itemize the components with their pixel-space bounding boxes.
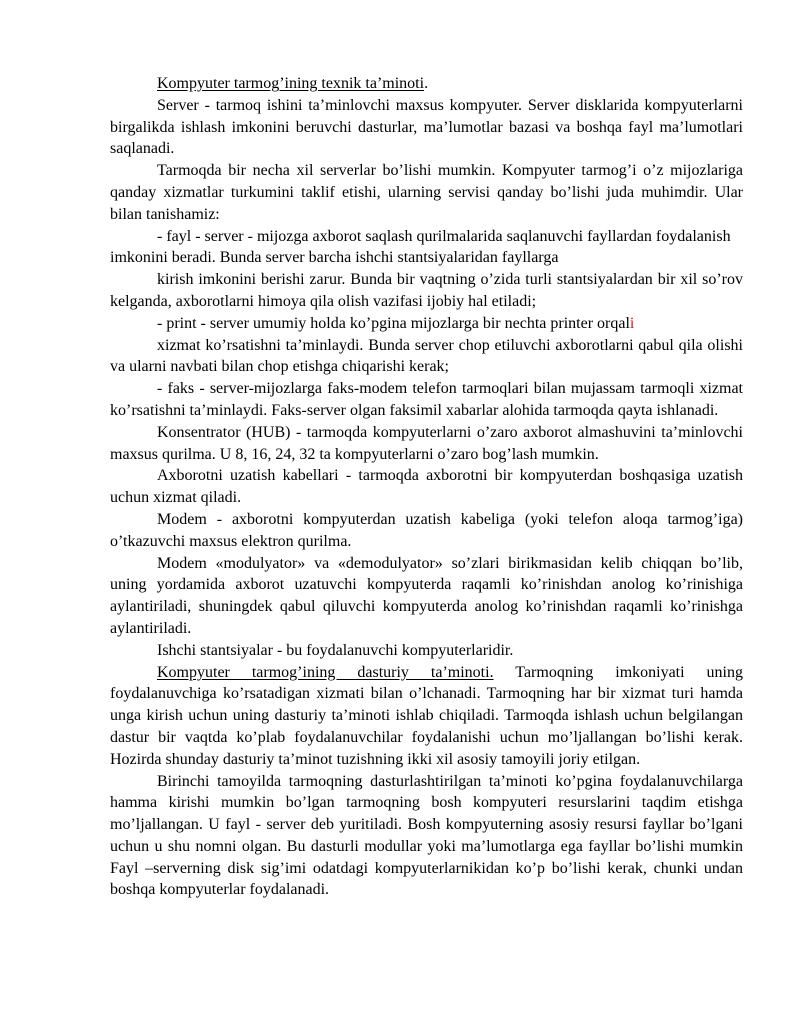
- paragraph-hub: Konsentrator (HUB) - tarmoqda kompyuterlarni o’zaro axborot almashuvini ta’minlovchi maxsus qurilma. U 8, 16, 24, 32 ta kompyuterlarni o’zaro bog’lash mumkin.: [110, 423, 743, 463]
- paragraph-print-server: [110, 313, 743, 335]
- paragraph-first-principle: Birinchi tamoyilda tarmoqning dasturlashtirilgan ta’minoti ko’pgina foydalanuvchilarga hamma kirishi mumkin bo’lgan tarmoqning bosh kompyuteri resurslarini taqdim etishga mo’ljallangan. U fayl - server deb yuritiladi. Bosh kompyuterning asosiy resursi fayllar bo’lgani uchun u shu nomni olgan. Bu dasturli modullar yoki ma’lumotlarga ega fayllar bo’lishi mumkin Fayl –serverning disk sig’imi odatdagi kompyuterlarnikidan ko’p bo’lishi kerak, chunki undan boshqa kompyuterlar foydalanadi.: [110, 772, 743, 899]
- paragraph-modem: Modem - axborotni kompyuterdan uzatish kabeliga (yoki telefon aloqa tarmog’iga) o’tkazuvchi maxsus elektron qurilma.: [110, 510, 743, 550]
- paragraph-file-server-cont: kirish imkonini berishi zarur. Bunda bir vaqtning o’zida turli stantsiyalardan bir xil so’rov kelganda, axborotlarni himoya qila olish vazifasi ijobiy hal etiladi;: [110, 271, 743, 310]
- print-server-text: - print - server umumiy holda ko’pgina mijozlarga bir nechta printer orqal: [157, 314, 630, 332]
- section1-heading: Kompyuter tarmog’ining texnik ta’minoti: [157, 75, 425, 92]
- paragraph-print-server-cont: xizmat ko’rsatishni ta’minlaydi. Bunda server chop etiluvchi axborotlarni qabul qila olishi va ularni navbati bilan chop etishga chiqarishi kerak;: [110, 336, 743, 376]
- paragraph-server: Server - tarmoq ishini ta’minlovchi maxsus kompyuter. Server disklarida kompyuterlarni birgalikda ishlash imkonini beruvchi dasturlar, ma’lumotlar bazasi va boshqa fayl ma’lumotlari saqlanadi.: [110, 96, 743, 158]
- paragraph-file-server: - fayl - server - mijozga axborot saqlash qurilmalarida saqlanuvchi fayllardan foydalanish imkonini beradi. Bunda server barcha ishchi stantsiyalaridan fayllarga: [110, 227, 731, 267]
- section2-heading: Kompyuter tarmog’ining dasturiy ta’minoti.: [157, 663, 494, 681]
- paragraph-server-types: Tarmoqda bir necha xil serverlar bo’lishi mumkin. Kompyuter tarmog’i o’z mijozlariga qanday xizmatlar turkumini taklif etishi, ularning servisi qanday bo’lishi juda muhimdir. Ular bilan tanishamiz:: [110, 162, 743, 223]
- print-server-red-letter: i: [629, 314, 635, 332]
- section1-heading-paragraph: [110, 73, 743, 95]
- section1-heading-suffix: .: [424, 75, 429, 92]
- document-page: [110, 73, 743, 901]
- paragraph-workstations: Ishchi stantsiyalar - bu foydalanuvchi kompyuterlaridir.: [157, 641, 514, 659]
- paragraph-fax-server: - faks - server-mijozlarga faks-modem telefon tarmoqlari bilan mujassam tarmoqli xizmat ko’rsatishni ta’minlaydi. Faks-server olgan faksimil xabarlar alohida tarmoqda qayta ishlanadi.: [110, 380, 743, 419]
- paragraph-modem-origin: Modem «modulyator» va «demodulyator» so’zlari birikmasidan kelib chiqqan bo’lib, uning yordamida axborot uzatuvchi kompyuterda raqamli ko’rinishdan anolog ko’rinishiga aylantiriladi, shuningdek qabul qiluvchi kompyuterda anolog ko’rinishdan raqamli ko’rinishga aylantiriladi.: [110, 554, 743, 637]
- paragraph-software: [110, 662, 743, 771]
- software-text: Tarmoqning imkoniyati uning foydalanuvchiga ko’rsatadigan xizmati bilan o’lchanadi. Tarmoqning har bir xizmat turi hamda unga kirish uchun uning dasturiy ta’minoti ishlab chiqiladi. Tarmoqda ishlash uchun belgilangan dastur bir vaqtda ko’plab foydalanuvchilar foydalanishi uchun mo’ljallangan bo’lishi kerak. Hozirda shunday dasturiy ta’minot tuzishning ikki xil asosiy tamoyili joriy etilgan.: [110, 663, 743, 768]
- paragraph-cables: Axborotni uzatish kabellari - tarmoqda axborotni bir kompyuterdan boshqasiga uzatish uchun xizmat qiladi.: [110, 467, 743, 507]
